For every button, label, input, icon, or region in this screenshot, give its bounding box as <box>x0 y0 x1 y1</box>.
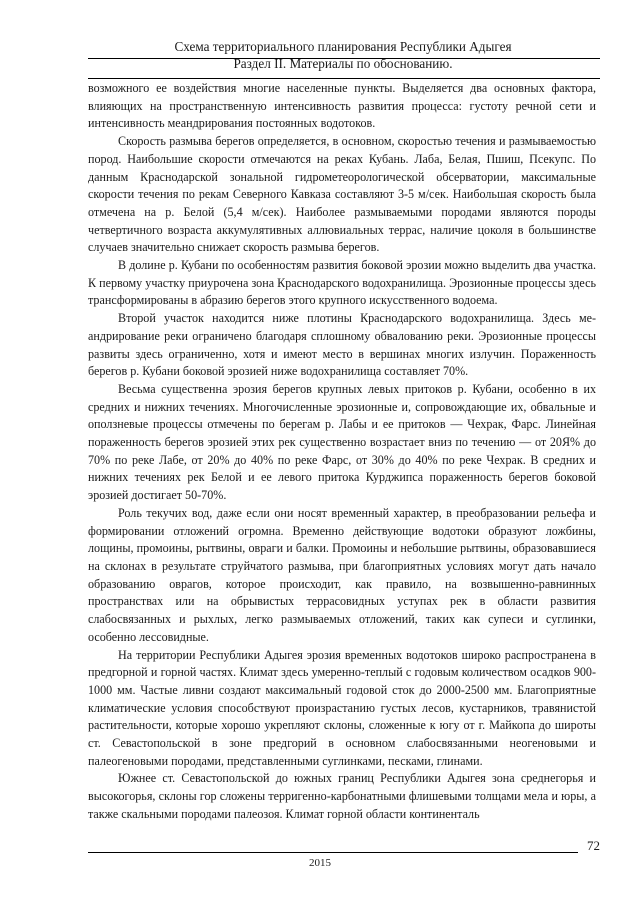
page-number: 72 <box>587 838 600 853</box>
header-divider <box>88 58 600 59</box>
paragraph: На территории Республики Адыгея эрозия временных водотоков широко распространена в предгорной и горной частях. Климат здесь умеренно-теплый с годовым количеством осадков 900-1000 мм. Частые ливни создают максимальный годовой сток до 2000-2500 мм. Благоприятные климатические условия способствуют произрастанию густых лесов, кустарников, травянистой растительности, которые хорошо укрепляют склоны, сложенные к югу от г. Майкопа до широты ст. Севастопольской в зоне предгорий в основном слабосвязанными неогеновыми и палеогеновыми породами, представленными суглинками, песками, глинами. <box>88 647 596 768</box>
header-divider-bottom <box>88 78 600 79</box>
paragraph: В долине р. Кубани по особенностям развития боковой эрозии можно выделить два участка. К первому участку приурочена зона Краснодарского водохранилища. Эрозионные процессы здесь трансформированы в абразию берегов этого крупного искусственного водоема. <box>88 258 596 308</box>
footer-divider <box>88 852 578 853</box>
body-text <box>88 80 596 824</box>
paragraph: Роль текучих вод, даже если они носят временный характер, в преобразовании рельефа и формировании отложений огромна. Временно действующие водотоки образуют ложбины, лощины, промоины, рытвины, овраги и балки. Промоины и небольшие рытвины, образовавшиеся на склонах в результате струйчатого размыва, при благоприятных условиях могут дать начало образованию оврагов, которое происходит, как правило, на возвышенно-равнинных пространствах или на обрывистых террасовидных уступах рек в области развития слабосвязанных и рыхлых, легко размываемых отложений, таких как супеси и суглинки, особенно лессовидные. <box>88 505 596 644</box>
footer-year: 2015 <box>309 857 331 869</box>
paragraph: Второй участок находится ниже плотины Краснодарского водохранилища. Здесь меандрирование реки ограничено благодаря сплошному обвалованию реки. Эрозионные процессы развиты здесь ограниченно, хотя и имеют место в вершинах многих излучин. Пораженность берегов р. Кубани боковой эрозией ниже водохранилища составляет 70%. <box>88 311 596 379</box>
paragraph: Весьма существенна эрозия берегов крупных левых притоков р. Кубани, особенно в их средних и нижних течениях. Многочисленные эрозионные и, сопровождающие их, обвальные и оползневые процессы отмечены по берегам р. Лабы и ее притоков — Чехрак, Фарс. Линейная пораженность берегов эрозией этих рек существенно возрастает вниз по течению — от 20Я% до 70% по реке Лабе, от 20% до 40% по реке Фарс, от 30% до 40% по реке Чехрак. В средних и нижних течениях рек Белой и ее левого притока Курджипса пораженность берегов боковой эрозией достигает 50-70%. <box>88 381 596 503</box>
paragraph: возможного ее воздействия многие населенные пункты. Выделяется два основных фактора, влияющих на пространственную интенсивность развития процесса: густоту речной сети и интенсивность меандрирования постоянных водотоков. <box>88 81 596 131</box>
document-header <box>88 38 598 75</box>
paragraph: Южнее ст. Севастопольской до южных границ Республики Адыгея зона среднегорья и высокогорья, склоны гор сложены терригенно-карбонатными флишевыми толщами мела и юры, а также скальными породами палеозоя. Климат горной области континенталь <box>88 771 596 821</box>
header-subtitle: Раздел II. Материалы по обоснованию. <box>233 56 453 71</box>
paragraph: Скорость размыва берегов определяется, в основном, скоростью течения и размываемостью пород. Наибольшие скорости отмечаются на реках Кубань. Лаба, Белая, Пшиш, Псекупс. По данным Краснодарской зональной гидрометеорологической обсерватории, максимальные скорости течения по рекам Северного Кавказа составляют 3-5 м/сек. Наибольшая скорость была отмечена на р. Белой (5,4 м/сек). Наиболее размываемыми породами являются породы четвертичного возраста аккумулятивных аллювиальных террас, наличие цоколя в большинстве случаев значительно снижает скорость размыва берегов. <box>88 134 596 255</box>
header-title: Схема территориального планирования Республики Адыгея <box>174 39 512 54</box>
